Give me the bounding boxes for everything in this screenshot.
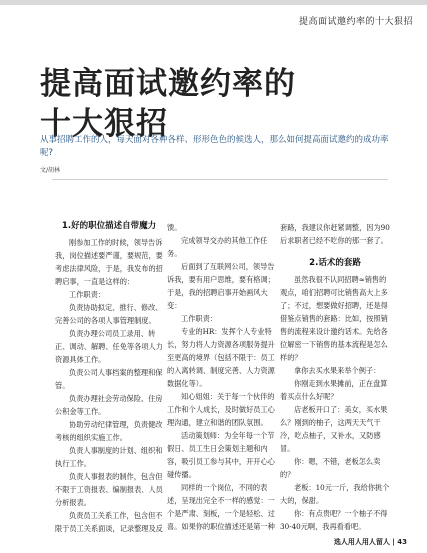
- paragraph: 后面到了互联网公司，领导告诉我，要有用户思维，要有格调；于是，我的招聘启事开始画风大变：: [167, 262, 275, 310]
- paragraph: 协助劳动纪律管理，负责健改考核的组织实施工作。: [55, 420, 163, 442]
- paragraph: 老板：10元一斤，我给你挑个大的，保甜。: [280, 483, 390, 505]
- paragraph: 虽然我很不认同招聘≈销售的观点，咱们招聘可比销售高大上多了；不过，想要做好招聘，还是得借鉴点销售的套路：比如，按照销售的流程来设计邀约话术。先给各位解密一下销售的基本流程是怎么样的？: [280, 275, 388, 362]
- divider: [52, 179, 388, 180]
- paragraph: 同样的一个岗位，不同的表述，呈现出完全不一样的感觉：一个是严肃、刻板，一个是轻松、过喜。如果你的职位描述还是第一种: [167, 483, 275, 531]
- column-3: [280, 221, 390, 533]
- paragraph: 你刚走到水果摊前，正在盘算着买点什么好呢？: [280, 379, 388, 401]
- paragraph: 拿你去买水果来举个例子：: [294, 366, 381, 375]
- running-title: 提高面试邀约率的十大狠招: [232, 6, 427, 34]
- paragraph: 活动策划师：为全年每一个节假日、员工生日会策划主题和内容，吸引员工参与其中，开开心心碰传播。: [167, 431, 275, 479]
- paragraph: 负责人事报表的制作，包含但不限于工资报表、编制报表、人员分析报表。: [55, 472, 163, 507]
- top-bar: [0, 0, 427, 40]
- paragraph: 知心姐姐：关于每一个伙伴的工作和个人成长，及时做好员工心理沟通，建立和谐的团队氛围。: [167, 392, 275, 427]
- paragraph: 负责协助拟定、推行、修改、完善公司的各项人事管理制度。: [55, 303, 163, 325]
- paragraph: 你：有点贵吧？一个柚子不得30-40元啊，我再看看吧。: [280, 509, 388, 531]
- paragraph: 负责公司人事档案的整理和保管。: [55, 368, 163, 390]
- article-author: 文/胡林: [40, 167, 61, 174]
- paragraph: 工作职责：: [181, 314, 217, 323]
- paragraph: 你：嗯，不错，老板怎么卖的？: [280, 457, 381, 479]
- section-heading-1: 1.好的职位描述自带魔力: [61, 221, 157, 231]
- paragraph: 负责人事制度的计划、组织和执行工作。: [55, 446, 163, 468]
- article-title-line2: 十大狠招: [40, 106, 168, 142]
- page-footer: 选人用人用人留人 | 43: [333, 538, 407, 546]
- paragraph: 工作职责：: [69, 290, 105, 299]
- section-heading-2: 2.话术的套路: [309, 258, 361, 268]
- paragraph: 完成领导交办的其他工作任务。: [167, 236, 268, 258]
- paragraph: 刚参加工作的时候，领导告诉我，岗位描述要严谨，要规范，要考虑法律风险，于是，我发布的招聘启事，一直是这样的：: [55, 238, 163, 286]
- article-title: [40, 64, 296, 144]
- paragraph: 套路，我建议你赶紧调整，因为90后求职者已经不吃你的那一套了。: [280, 223, 390, 245]
- column-1: [55, 220, 163, 535]
- paragraph: 负责办理公司员工录用、转正、调动、解聘、任免等各项人力资源具体工作。: [55, 329, 163, 364]
- column-2: [167, 221, 275, 533]
- article-lead: 从事招聘工作的人，每天面对各种各样、形形色色的候选人，那么如何提高面试邀约的成功率呢?: [40, 135, 389, 158]
- paragraph: 负责员工关系工作，包含但不限于员工关系面谈，记录整理及反: [55, 511, 163, 533]
- article-title-line1: 提高面试邀约率的: [40, 66, 296, 102]
- paragraph: 负责办理社会劳动保险、住房公积金等工作。: [55, 394, 163, 416]
- paragraph: 馈。: [167, 223, 182, 232]
- paragraph: 店老板开口了：美女，买水果么？刚到的柚子，这两天天气干冷，吃点柚子，又补水，又防感冒。: [280, 405, 388, 453]
- paragraph: 专业的HR：发挥个人专业特长，努力将人力资源各项服务提升至更高的境界（包括不限于：员工的入离转调、制度完善、人力资源数据化等）。: [167, 327, 275, 388]
- top-band: [0, 0, 427, 5]
